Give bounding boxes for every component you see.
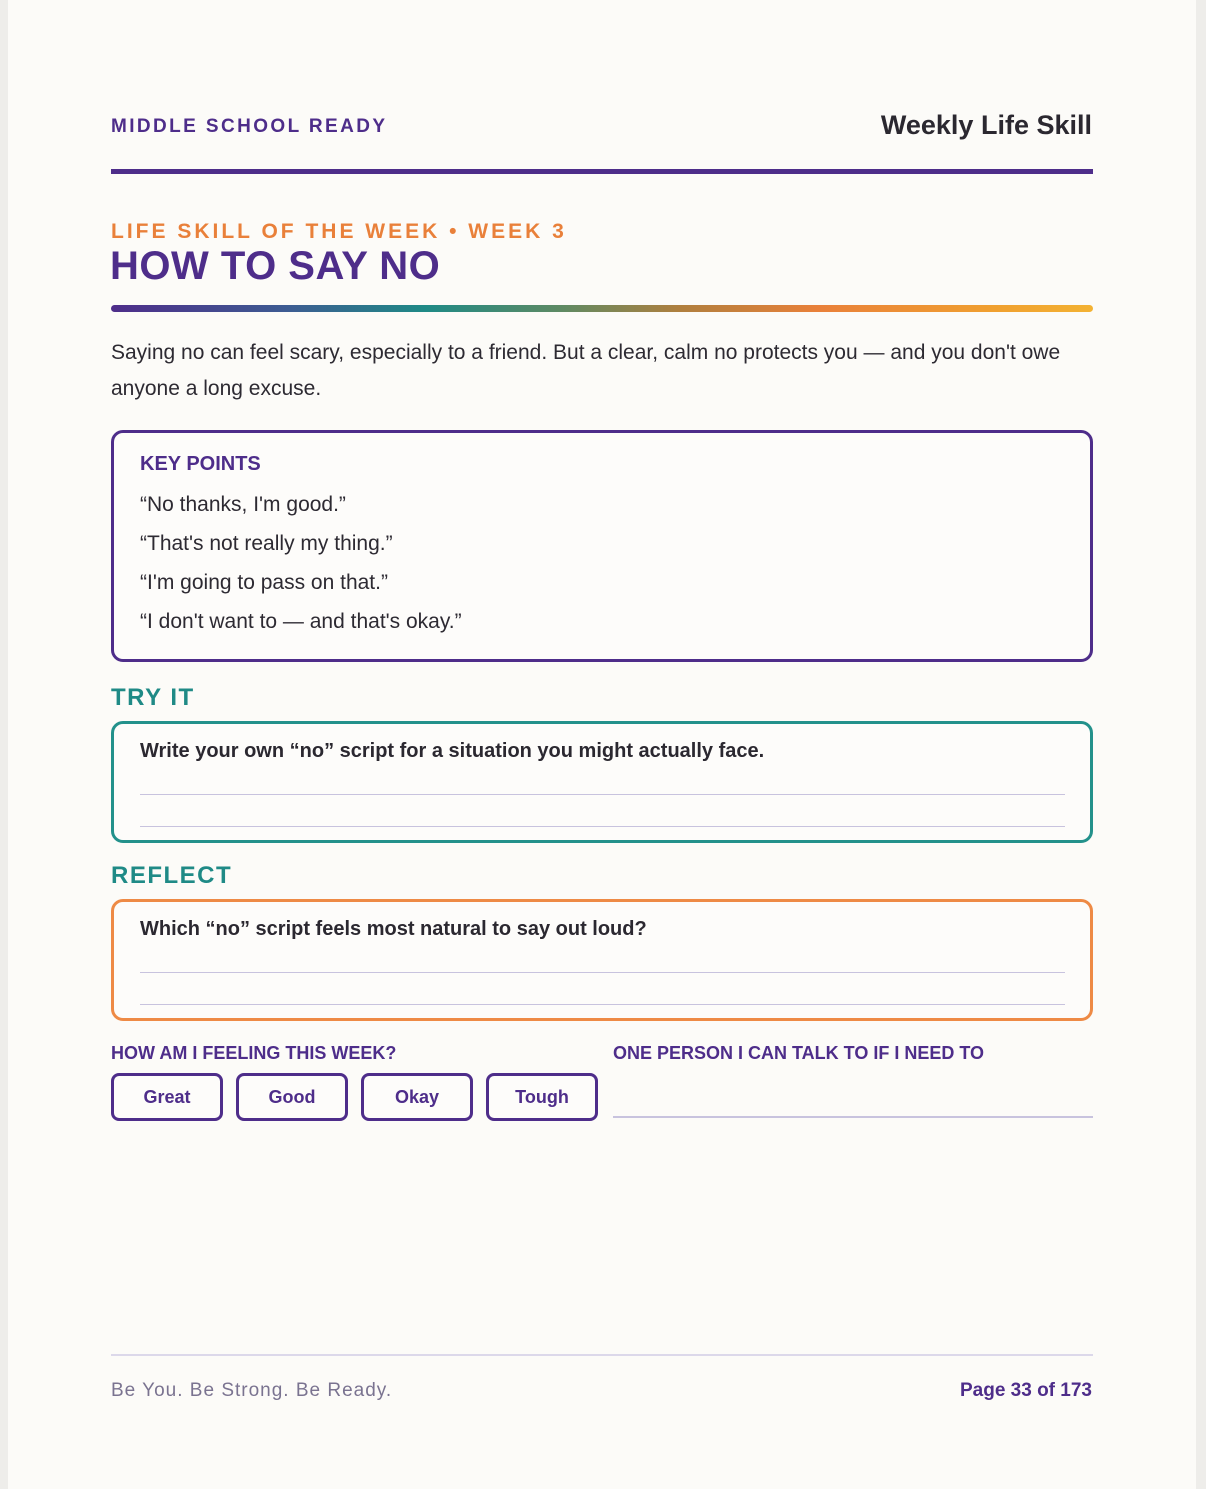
try-it-heading: TRY IT: [111, 684, 195, 711]
mood-option-okay[interactable]: Okay: [361, 1073, 473, 1121]
key-points-box: [111, 430, 1093, 662]
reflect-prompt: Which “no” script feels most natural to say out loud?: [140, 918, 647, 940]
reflect-heading: REFLECT: [111, 862, 233, 889]
reflect-write-line-2[interactable]: [140, 1004, 1065, 1005]
footer-divider: [111, 1354, 1093, 1356]
try-it-write-line-1[interactable]: [140, 794, 1065, 795]
try-it-prompt: Write your own “no” script for a situation you might actually face.: [140, 740, 765, 762]
support-person-write-line[interactable]: [613, 1116, 1093, 1118]
mood-options: [111, 1073, 598, 1121]
key-point-item: “No thanks, I'm good.”: [140, 493, 346, 516]
mood-option-good[interactable]: Good: [236, 1073, 348, 1121]
page-number: Page 33 of 173: [959, 1380, 1092, 1401]
intro-paragraph: Saying no can feel scary, especially to a friend. But a clear, calm no protects you — and you don't owe anyone a long excuse.: [111, 341, 1061, 400]
reflect-box: [111, 899, 1093, 1021]
reflect-write-line-1[interactable]: [140, 972, 1065, 973]
key-point-item: “I'm going to pass on that.”: [140, 571, 388, 594]
lesson-eyebrow: LIFE SKILL OF THE WEEK • WEEK 3: [111, 220, 567, 243]
key-points-list: [140, 485, 462, 641]
footer-tagline: Be You. Be Strong. Be Ready.: [111, 1380, 393, 1401]
page-section-title: Weekly Life Skill: [880, 110, 1092, 140]
page-title: HOW TO SAY NO: [110, 244, 441, 288]
gradient-divider: [111, 305, 1093, 312]
key-points-heading: KEY POINTS: [140, 453, 261, 475]
try-it-write-line-2[interactable]: [140, 826, 1065, 827]
feelings-label: HOW AM I FEELING THIS WEEK?: [111, 1043, 397, 1063]
header-divider: [111, 169, 1093, 174]
brand-name: MIDDLE SCHOOL READY: [111, 116, 388, 137]
worksheet-page: [8, 0, 1196, 1489]
try-it-box: [111, 721, 1093, 843]
mood-option-tough[interactable]: Tough: [486, 1073, 598, 1121]
support-person-label: ONE PERSON I CAN TALK TO IF I NEED TO: [613, 1043, 985, 1063]
key-point-item: “I don't want to — and that's okay.”: [140, 610, 462, 633]
mood-option-great[interactable]: Great: [111, 1073, 223, 1121]
key-point-item: “That's not really my thing.”: [140, 532, 393, 555]
